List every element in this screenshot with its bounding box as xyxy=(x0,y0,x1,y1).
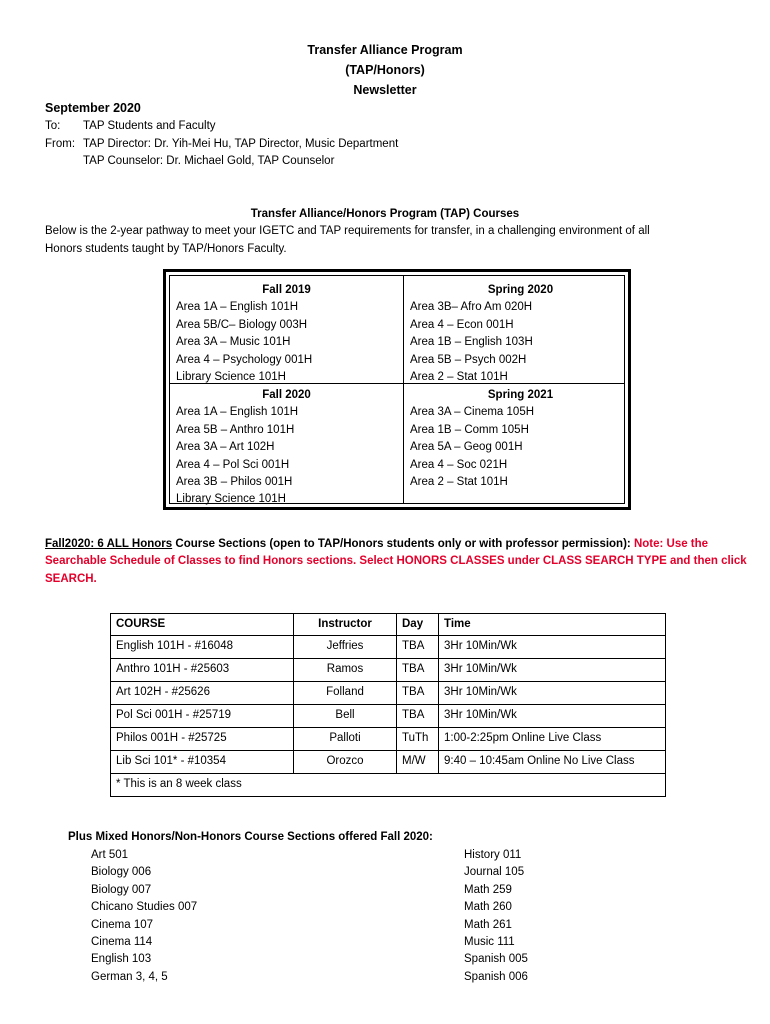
term-course: Area 5A – Geog 001H xyxy=(410,441,523,454)
cell-instructor: Orozco xyxy=(294,751,397,774)
term-course: Library Science 101H xyxy=(176,371,286,384)
list-item: Math 260 xyxy=(464,901,512,914)
memo-from-counselor: TAP Counselor: Dr. Michael Gold, TAP Counselor xyxy=(83,155,335,167)
memo-to-value: TAP Students and Faculty xyxy=(83,120,216,132)
cell-day: TBA xyxy=(397,659,439,682)
term-spring2021 xyxy=(408,387,633,491)
list-item: English 103 xyxy=(91,953,152,966)
cell-day: TBA xyxy=(397,636,439,659)
pathway-box xyxy=(163,269,631,510)
memo-date: September 2020 xyxy=(45,101,141,115)
term-spring2020 xyxy=(408,282,633,386)
term-course: Area 2 – Stat 101H xyxy=(410,371,508,384)
list-item: Chicano Studies 007 xyxy=(91,901,198,914)
cell-time: 3Hr 10Min/Wk xyxy=(439,636,666,659)
table-footnote: * This is an 8 week class xyxy=(111,774,666,797)
courses-section-heading: Transfer Alliance/Honors Program (TAP) Courses xyxy=(250,208,520,220)
fall2020-notice-text: Course Sections (open to TAP/Honors students only or with professor permission): xyxy=(172,538,634,550)
col-time-header: Time xyxy=(439,614,666,636)
cell-course: Art 102H - #25626 xyxy=(111,682,294,705)
term-course: Area 4 – Pol Sci 001H xyxy=(176,458,290,471)
cell-day: M/W xyxy=(397,751,439,774)
term-course: Area 5B – Anthro 101H xyxy=(176,423,295,436)
cell-course: Pol Sci 001H - #25719 xyxy=(111,705,294,728)
list-item: Biology 006 xyxy=(91,866,152,879)
term-fall2020 xyxy=(174,387,399,509)
cell-instructor: Folland xyxy=(294,682,397,705)
term-course: Area 5B/C– Biology 003H xyxy=(176,318,308,331)
courses-intro-line1: Below is the 2-year pathway to meet your IGETC and TAP requirements for transfer, in a challenging environment of all xyxy=(45,225,650,237)
term-heading: Fall 2020 xyxy=(262,389,311,401)
cell-instructor: Bell xyxy=(294,705,397,728)
list-item: German 3, 4, 5 xyxy=(91,970,168,983)
term-course: Area 4 – Econ 001H xyxy=(410,318,514,331)
term-course: Library Science 101H xyxy=(176,493,286,506)
term-course: Area 1A – English 101H xyxy=(176,301,299,314)
cell-time: 3Hr 10Min/Wk xyxy=(439,682,666,705)
table-row xyxy=(111,728,666,751)
memo-to-label: To: xyxy=(45,120,61,132)
term-course: Area 4 – Psychology 001H xyxy=(176,353,313,366)
cell-day: TuTh xyxy=(397,728,439,751)
term-course: Area 2 – Stat 101H xyxy=(410,476,508,489)
term-course: Area 3A – Music 101H xyxy=(176,336,291,349)
term-course: Area 3B– Afro Am 020H xyxy=(410,301,533,314)
mixed-sections-heading: Plus Mixed Honors/Non-Honors Course Sections offered Fall 2020: xyxy=(68,831,433,843)
list-item: Art 501 xyxy=(91,849,129,861)
memo-from-director: TAP Director: Dr. Yih-Mei Hu, TAP Director, Music Department xyxy=(83,138,399,150)
mixed-right-column xyxy=(464,847,528,986)
col-day-header: Day xyxy=(397,614,439,636)
list-item: Math 259 xyxy=(464,883,512,896)
cell-time: 3Hr 10Min/Wk xyxy=(439,659,666,682)
list-item: Biology 007 xyxy=(91,883,152,896)
col-instructor-header: Instructor xyxy=(294,614,397,636)
cell-time: 9:40 – 10:45am Online No Live Class xyxy=(439,751,666,774)
mixed-left-column xyxy=(91,847,197,986)
term-course: Area 3A – Cinema 105H xyxy=(410,406,535,419)
term-heading: Fall 2019 xyxy=(262,284,311,296)
memo-from-label: From: xyxy=(45,138,76,150)
table-row xyxy=(111,636,666,659)
list-item: Spanish 005 xyxy=(464,953,528,966)
term-course: Area 3A – Art 102H xyxy=(176,441,275,454)
term-course: Area 1B – English 103H xyxy=(410,336,533,349)
cell-course: Philos 001H - #25725 xyxy=(111,728,294,751)
newsletter-title-line2: (TAP/Honors) xyxy=(345,63,425,77)
list-item: Journal 105 xyxy=(464,866,525,879)
cell-course: Lib Sci 101* - #10354 xyxy=(111,751,294,774)
table-header-row xyxy=(111,614,666,636)
cell-instructor: Jeffries xyxy=(294,636,397,659)
fall2020-note-line2: Searchable Schedule of Classes to find Honors sections. Select HONORS CLASSES under CLASS SEARCH TYPE and then click xyxy=(45,555,747,567)
fall2020-notice-line1 xyxy=(45,536,745,553)
cell-course: English 101H - #16048 xyxy=(111,636,294,659)
term-fall2019 xyxy=(174,282,399,386)
table-row xyxy=(111,751,666,774)
list-item: Math 261 xyxy=(464,918,512,931)
cell-day: TBA xyxy=(397,682,439,705)
list-item: Music 111 xyxy=(464,936,515,949)
honors-course-table xyxy=(110,613,666,797)
fall2020-note-line3: SEARCH. xyxy=(45,573,97,585)
table-row xyxy=(111,705,666,728)
term-course: Area 1B – Comm 105H xyxy=(410,423,529,436)
table-row xyxy=(111,659,666,682)
cell-instructor: Palloti xyxy=(294,728,397,751)
pathway-vertical-divider xyxy=(403,276,404,503)
newsletter-title-line1: Transfer Alliance Program xyxy=(307,43,463,57)
list-item: History 011 xyxy=(464,849,522,861)
fall2020-note-red: Note: Use the xyxy=(633,538,709,550)
cell-time: 3Hr 10Min/Wk xyxy=(439,705,666,728)
term-course: Area 1A – English 101H xyxy=(176,406,299,419)
table-row xyxy=(111,682,666,705)
list-item: Cinema 114 xyxy=(91,936,153,949)
cell-time: 1:00-2:25pm Online Live Class xyxy=(439,728,666,751)
cell-day: TBA xyxy=(397,705,439,728)
table-footnote-row xyxy=(111,774,666,797)
pathway-inner xyxy=(169,275,625,504)
list-item: Cinema 107 xyxy=(91,918,154,931)
cell-instructor: Ramos xyxy=(294,659,397,682)
term-course: Area 5B – Psych 002H xyxy=(410,353,527,366)
list-item: Spanish 006 xyxy=(464,970,528,983)
term-course: Area 4 – Soc 021H xyxy=(410,458,508,471)
fall2020-notice-underlined: Fall2020: 6 ALL Honors xyxy=(45,538,173,550)
term-heading: Spring 2020 xyxy=(487,284,554,296)
newsletter-title-line3: Newsletter xyxy=(353,83,417,97)
term-heading: Spring 2021 xyxy=(487,389,554,401)
cell-course: Anthro 101H - #25603 xyxy=(111,659,294,682)
courses-intro-line2: Honors students taught by TAP/Honors Faculty. xyxy=(45,243,287,255)
term-course: Area 3B – Philos 001H xyxy=(176,476,293,489)
col-course-header: COURSE xyxy=(111,614,294,636)
